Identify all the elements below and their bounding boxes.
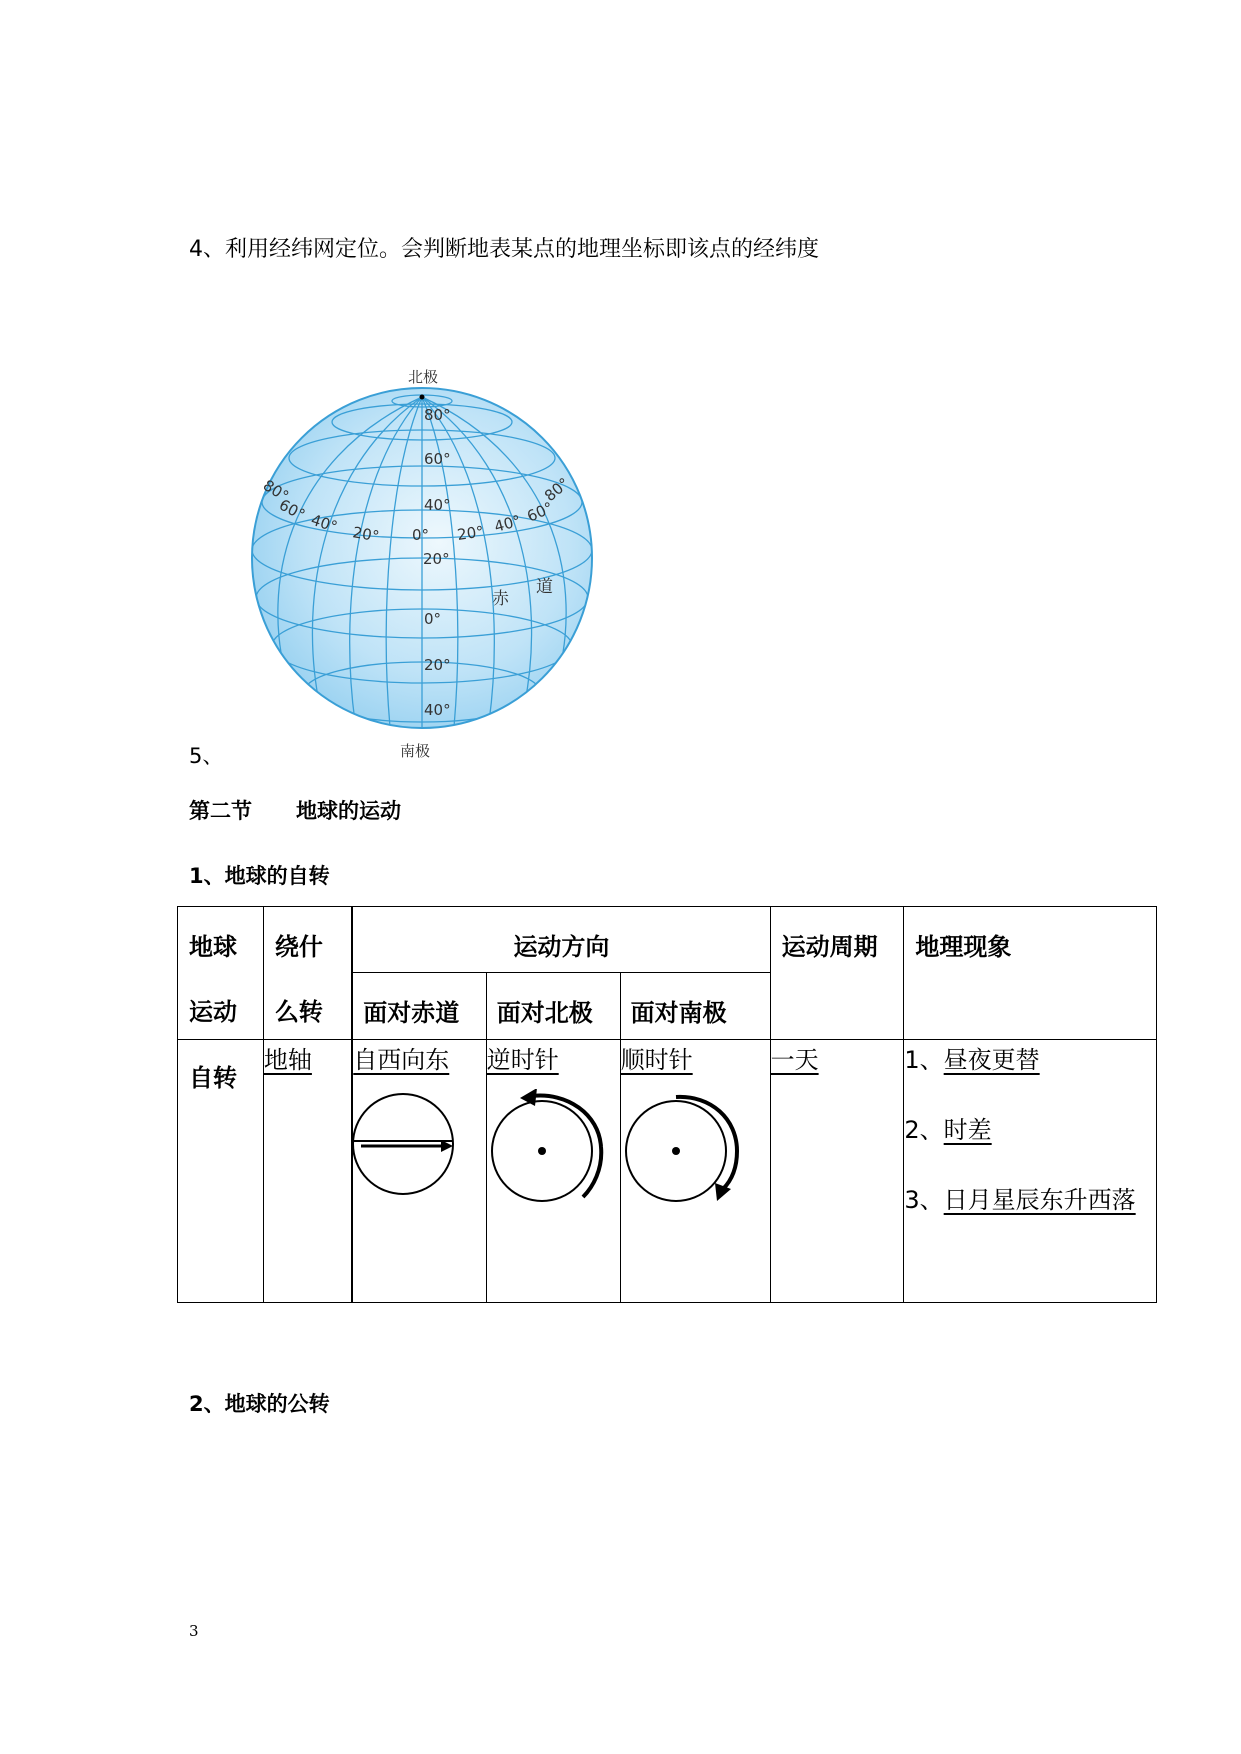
lat-label: 20° [423, 550, 450, 568]
lon-label-right: 60° [524, 498, 556, 526]
section-heading [189, 795, 401, 825]
subheading-rotation: 1、地球的自转 [189, 864, 330, 888]
lon-label-left: 20° [351, 523, 381, 546]
cell-face-south: 顺时针 [620, 1040, 770, 1303]
lon-label-left: 60° [276, 495, 309, 525]
phenomenon-item: 3、日月星辰东升西落 [904, 1186, 1136, 1214]
rotation-table [177, 906, 1157, 1303]
subheading-revolution: 2、地球的公转 [189, 1392, 330, 1416]
point-5-text: 5、 [189, 744, 224, 768]
section-title: 地球的运动 [296, 799, 401, 823]
header-phenomena: 地理现象 [904, 907, 1157, 1040]
lon-label-right: 80° [541, 474, 573, 506]
point-4-text: 4、利用经纬网定位。会判断地表某点的地理坐标即该点的经纬度 [189, 237, 819, 262]
north-pole-label: 北极 [408, 368, 439, 386]
clockwise-diagram [621, 1089, 746, 1204]
header-face-equator: 面对赤道 [352, 973, 486, 1040]
cell-period: 一天 [770, 1040, 904, 1303]
lat-label: 20° [424, 656, 451, 674]
lon-label-left: 40° [308, 510, 340, 537]
lon-label-right: 40° [492, 511, 523, 536]
header-face-south: 面对南极 [620, 973, 770, 1040]
header-axis: 绕什 么转 [263, 907, 352, 1040]
lat-label: 60° [424, 450, 451, 468]
phenomenon-item: 1、昼夜更替 [904, 1046, 1040, 1074]
cell-rotation: 自转 [178, 1040, 264, 1303]
page-number: 3 [189, 1622, 199, 1640]
header-face-north: 面对北极 [486, 973, 620, 1040]
phenomenon-item: 2、时差 [904, 1116, 992, 1144]
west-to-east-diagram [353, 1089, 463, 1199]
lon-label-left: 80° [259, 476, 292, 506]
counterclockwise-diagram [487, 1089, 612, 1204]
equator-label: 道 [536, 577, 553, 597]
lat-label: 40° [424, 701, 451, 719]
header-period: 运动周期 [770, 907, 904, 1040]
section-number: 第二节 [189, 799, 252, 823]
lat-label: 0° [424, 610, 442, 628]
globe-graticule-diagram [240, 352, 600, 762]
lon-center-label: 0° [412, 526, 430, 544]
header-direction: 运动方向 [352, 907, 770, 973]
lat-label: 40° [424, 496, 451, 514]
south-pole-label: 南极 [400, 742, 431, 760]
cell-phenomena [904, 1040, 1157, 1303]
cell-face-equator: 自西向东 [352, 1040, 486, 1303]
equator-label: 赤 [492, 589, 509, 609]
lon-label-right: 20° [456, 522, 485, 544]
cell-face-north: 逆时针 [486, 1040, 620, 1303]
cell-axis: 地轴 [263, 1040, 352, 1303]
lat-label: 80° [424, 406, 451, 424]
header-motion: 地球 运动 [178, 907, 264, 1040]
